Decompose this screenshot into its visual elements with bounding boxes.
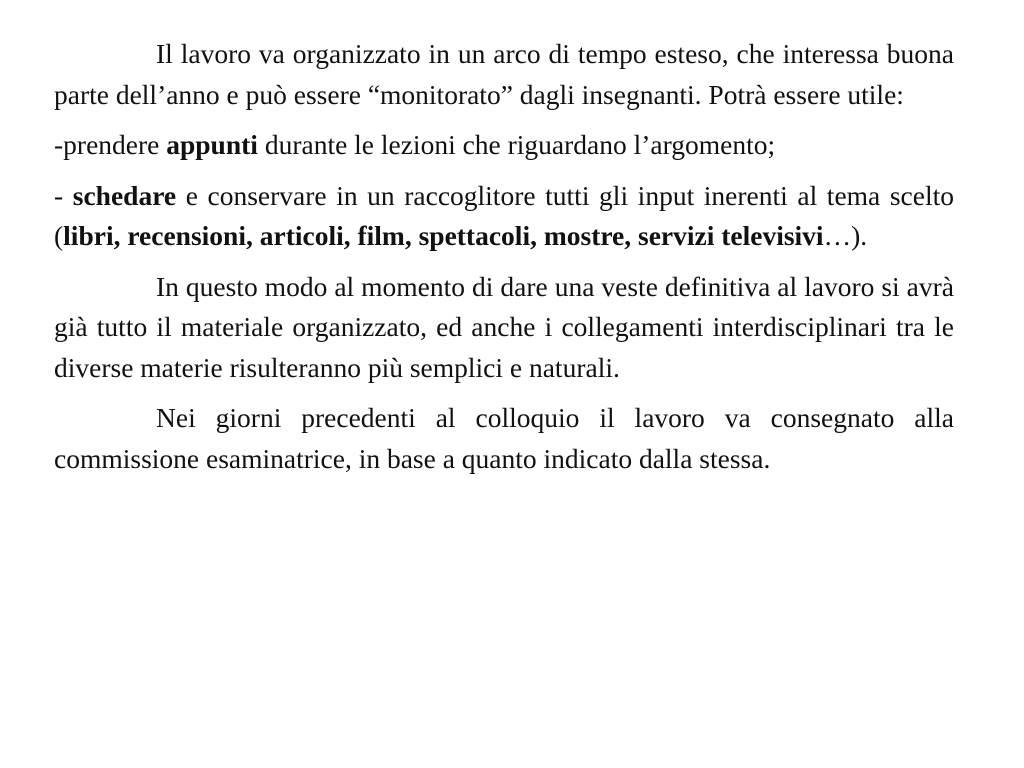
intro-paragraph: Il lavoro va organizzato in un arco di tempo esteso, che interessa buona parte dell’anno e può essere “monitorato” dagli insegnanti. Potrà essere utile: [54,38,954,110]
schedare-prefix: - [54,179,73,211]
schedare-keyword: schedare [72,179,177,211]
appunti-prefix: -prendere [54,129,167,160]
appunti-keyword: appunti [166,129,258,160]
materials-list: libri, recensioni, articoli, film, spettacoli, mostre, servizi televisivi [63,220,824,251]
schedare-middle: e conservare in un raccoglitore tutti gli input inerenti al tema scelto ( [54,179,954,251]
schedare-suffix: …). [823,220,868,251]
consegna-paragraph: Nei giorni precedenti al colloquio il lavoro va consegnato alla commissione esaminatrice, in base a quanto indicato dalla stessa. [54,402,954,474]
appunti-paragraph [54,125,954,166]
schedare-paragraph [54,176,954,257]
modo-paragraph: In questo modo al momento di dare una veste definitiva al lavoro si avrà già tutto il materiale organizzato, ed anche i collegamenti interdisciplinari tra le diverse materie risulteranno più semplici e naturali. [54,270,954,383]
appunti-suffix: durante le lezioni che riguardano l’argomento; [257,129,776,160]
